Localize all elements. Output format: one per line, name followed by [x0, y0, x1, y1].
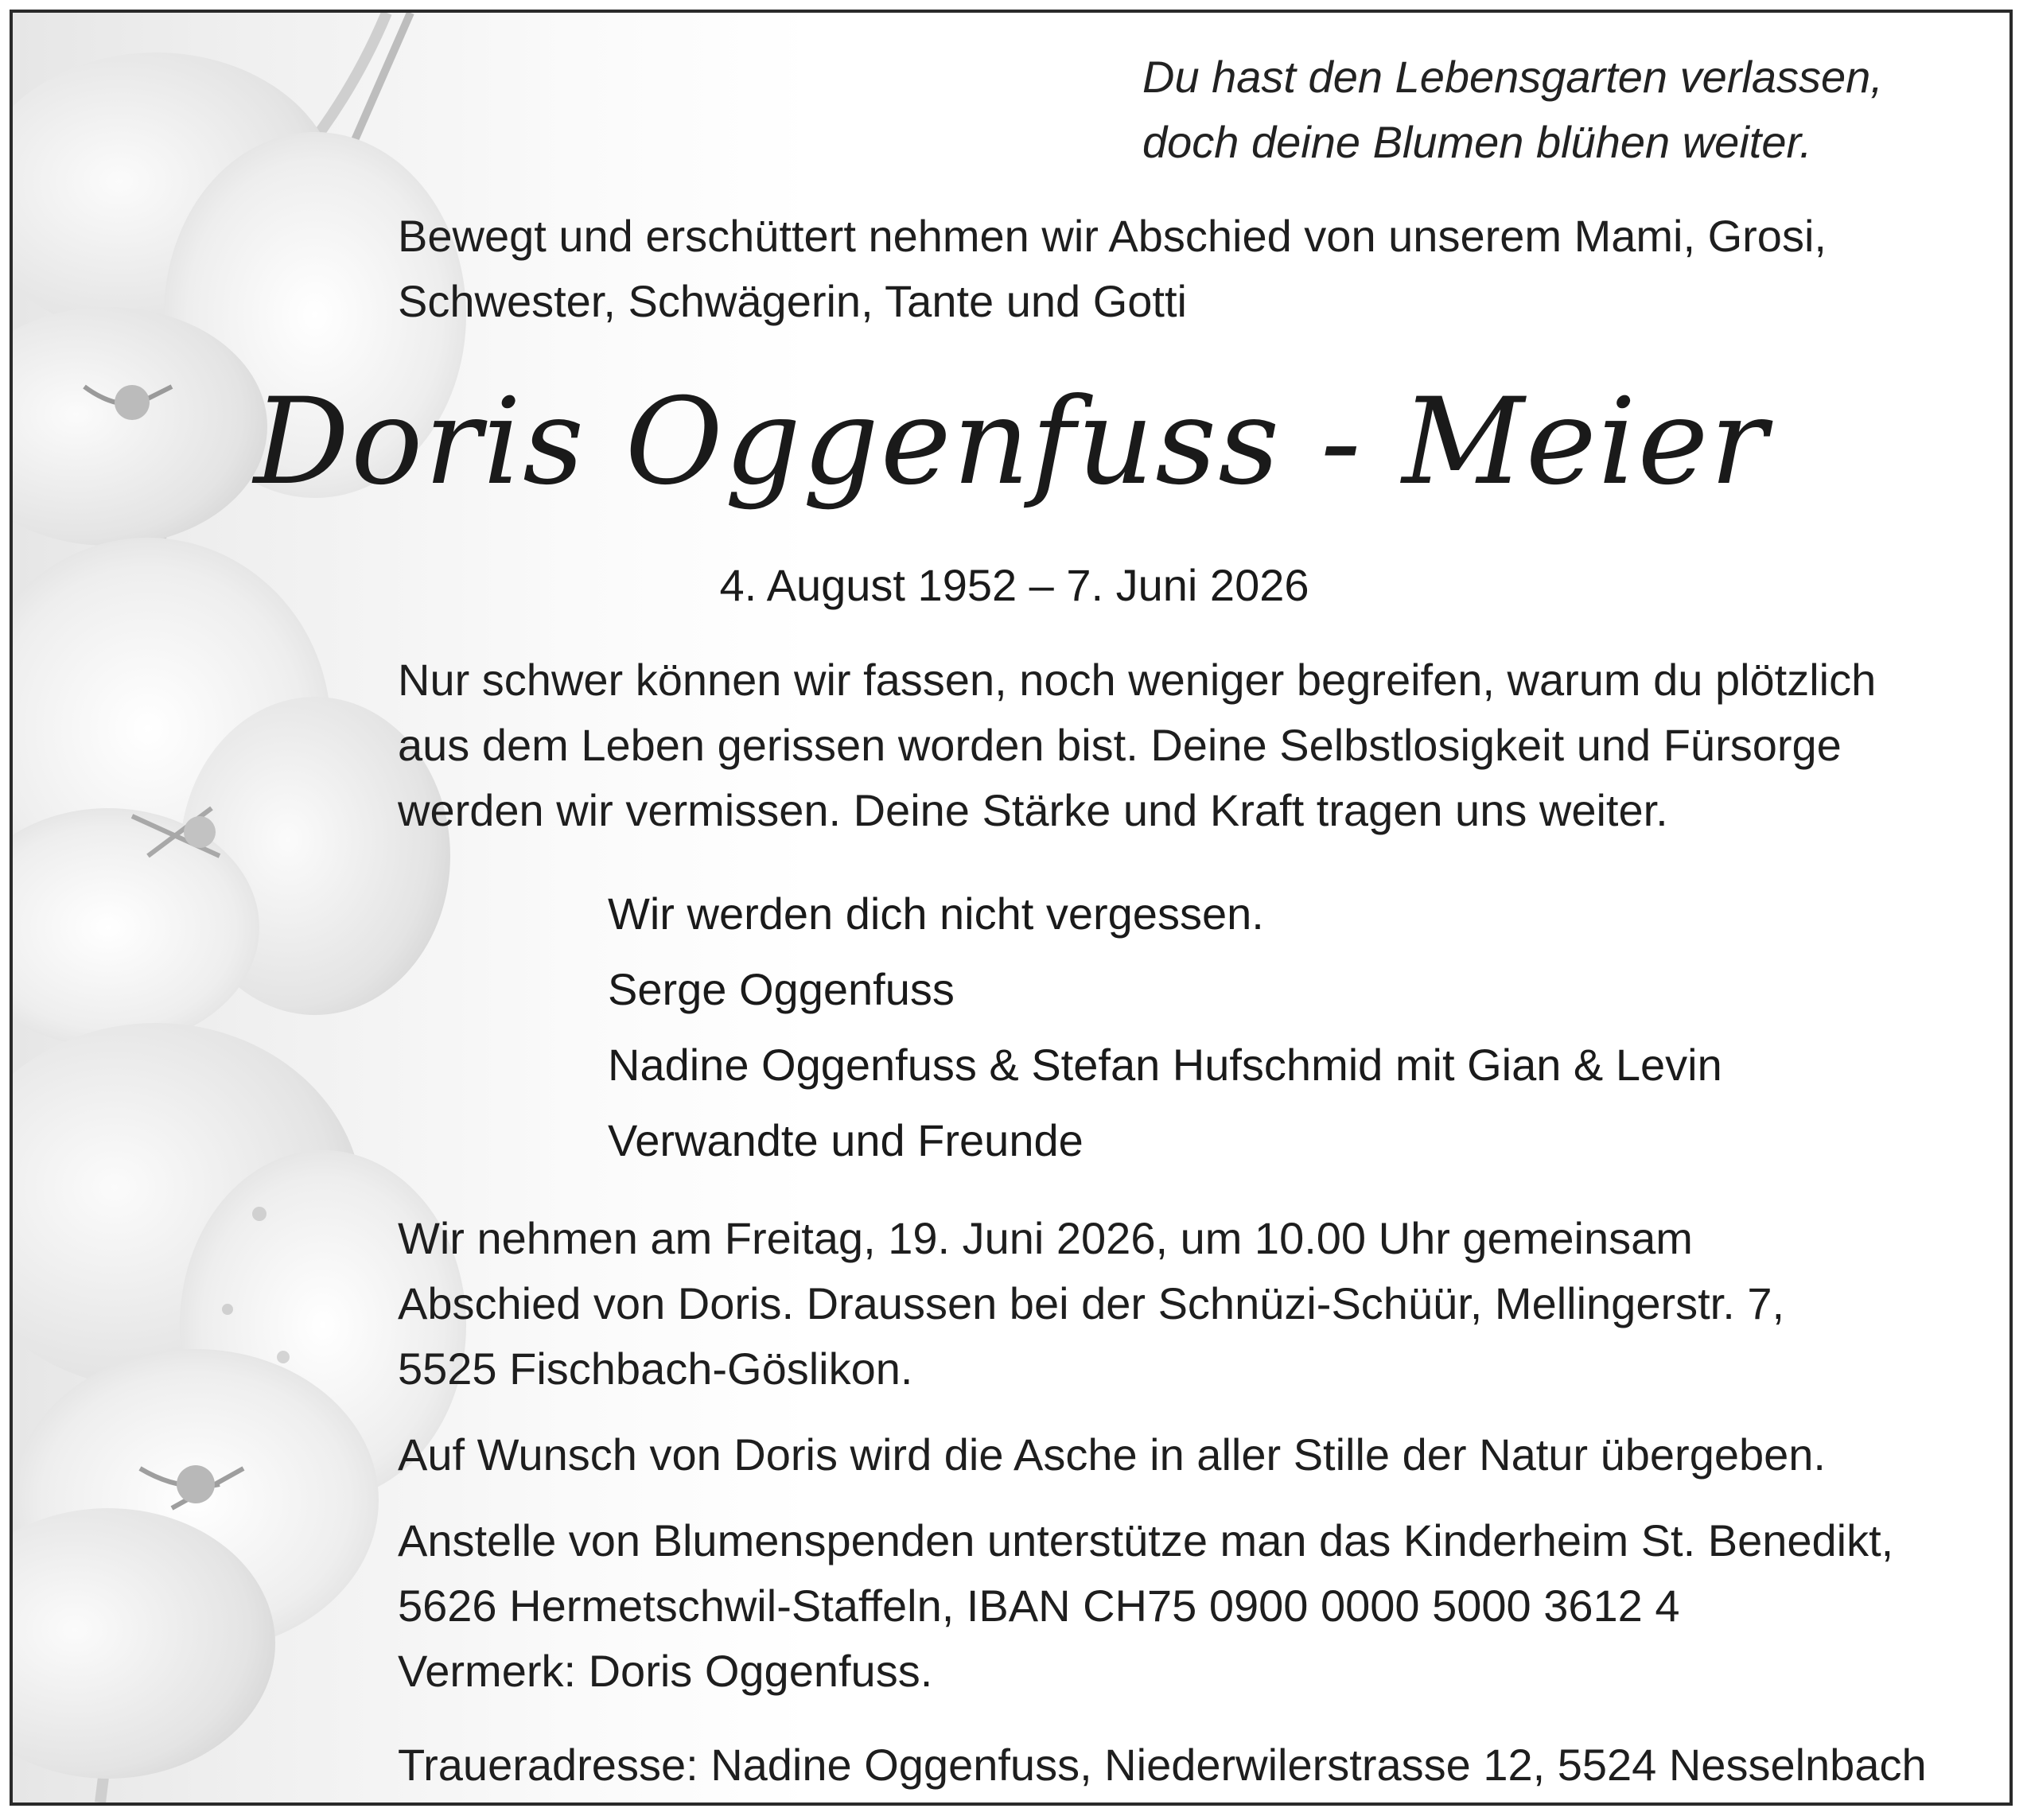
mourners-line: Nadine Oggenfuss & Stefan Hufschmid mit Gian & Levin: [608, 1040, 1722, 1090]
ceremony-info: [398, 1206, 1784, 1402]
mourners-line: Verwandte und Freunde: [608, 1115, 1084, 1165]
deceased-name: Doris Oggenfuss - Meier: [253, 373, 1769, 511]
donation-line: 5626 Hermetschwil-Staffeln, IBAN CH75 0900 0000 5000 3612 4: [398, 1581, 1680, 1631]
motto: [1142, 45, 1883, 175]
life-dates: 4. August 1952 – 7. Juni 2026: [719, 560, 1309, 610]
mourners-line: Serge Oggenfuss: [608, 964, 955, 1014]
tribute-line: Nur schwer können wir fassen, noch weniger begreifen, warum du plötzlich: [398, 655, 1877, 705]
ceremony-line: Wir nehmen am Freitag, 19. Juni 2026, um 10.00 Uhr gemeinsam: [398, 1213, 1693, 1263]
intro-text: [398, 204, 1827, 334]
motto-line: Du hast den Lebensgarten verlassen,: [1142, 52, 1883, 102]
mourning-address: Traueradresse: Nadine Oggenfuss, Niederwilerstrasse 12, 5524 Nesselnbach: [398, 1740, 1927, 1790]
donation-line: Vermerk: Doris Oggenfuss.: [398, 1646, 933, 1696]
intro-line: Schwester, Schwägerin, Tante und Gotti: [398, 276, 1187, 326]
tribute-line: werden wir vermissen. Deine Stärke und Kraft tragen uns weiter.: [398, 785, 1668, 835]
intro-line: Bewegt und erschüttert nehmen wir Abschied von unserem Mami, Grosi,: [398, 211, 1827, 261]
ceremony-line: 5525 Fischbach-Göslikon.: [398, 1344, 913, 1394]
donation-info: [398, 1508, 1893, 1704]
mourners-line: Wir werden dich nicht vergessen.: [608, 889, 1264, 939]
ashes-note: Auf Wunsch von Doris wird die Asche in aller Stille der Natur übergeben.: [398, 1429, 1826, 1480]
donation-line: Anstelle von Blumenspenden unterstütze man das Kinderheim St. Benedikt,: [398, 1515, 1894, 1565]
mourners-list: [608, 876, 1722, 1178]
tribute-paragraph: [398, 648, 1876, 843]
obituary-notice: [10, 10, 2013, 1806]
motto-line: doch deine Blumen blühen weiter.: [1142, 117, 1812, 167]
ceremony-line: Abschied von Doris. Draussen bei der Schnüzi-Schüür, Mellingerstr. 7,: [398, 1278, 1785, 1328]
tribute-line: aus dem Leben gerissen worden bist. Deine Selbstlosigkeit und Fürsorge: [398, 720, 1842, 770]
